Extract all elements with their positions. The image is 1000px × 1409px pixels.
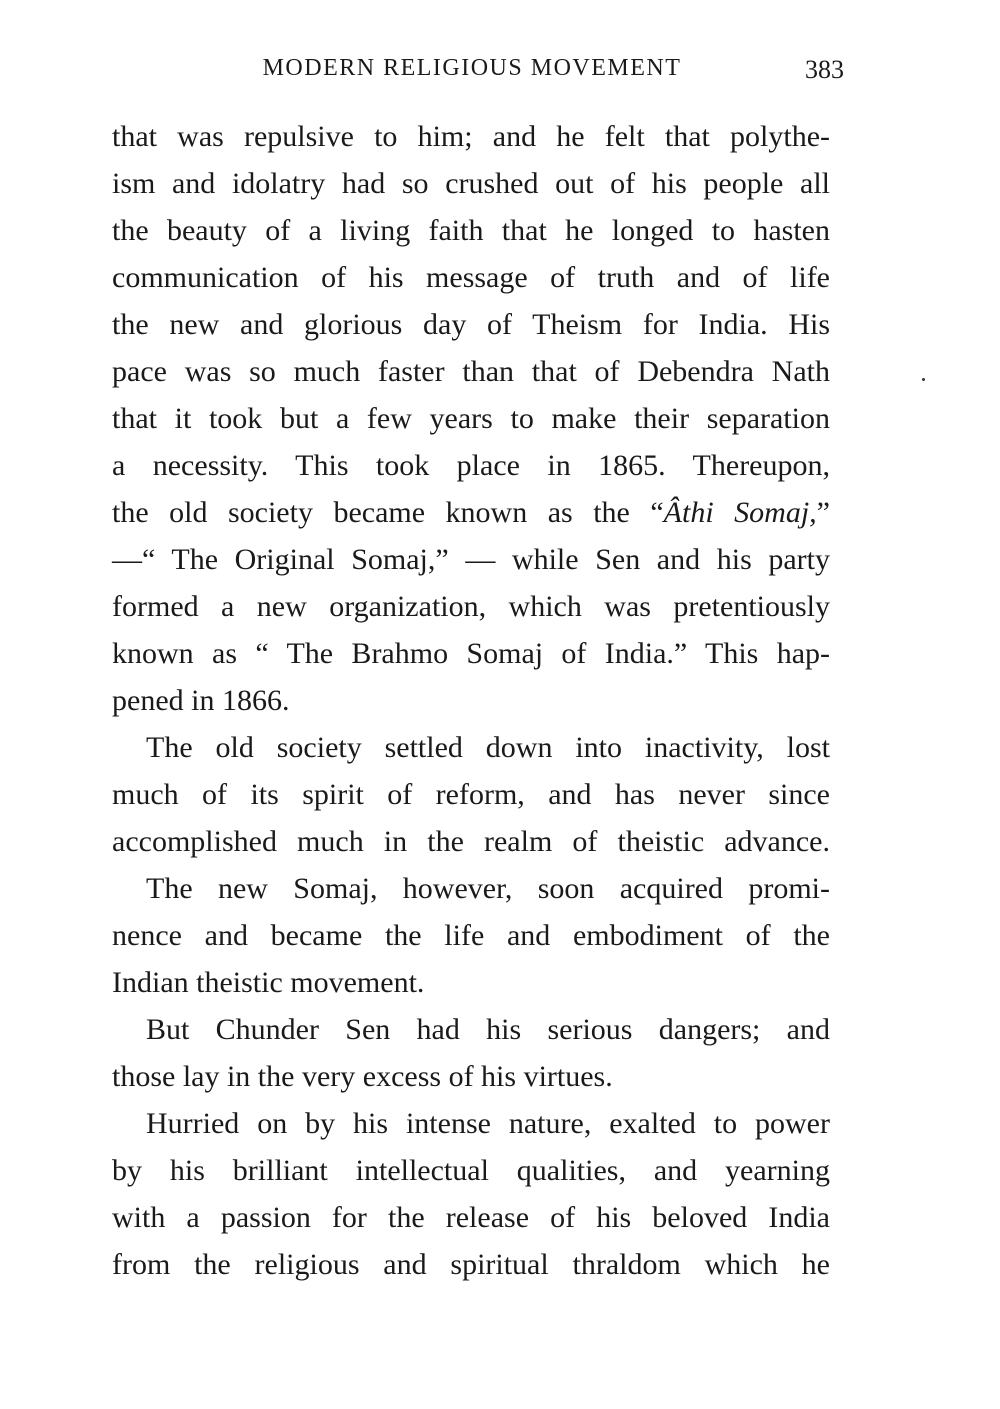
page-header — [112, 50, 844, 90]
text-line: communication of his message of truth and of life — [112, 261, 830, 294]
text-line: But Chunder Sen had his serious dangers; and — [146, 1013, 830, 1046]
text-line: from the religious and spiritual thraldom which he — [112, 1248, 830, 1281]
text-line: known as “ The Brahmo Somaj of India.” This hap- — [112, 637, 830, 670]
page-number: 383 — [805, 55, 844, 84]
text-line: the new and glorious day of Theism for India. His — [112, 308, 830, 341]
body-text — [112, 113, 830, 1288]
text-line: Hurried on by his intense nature, exalted to power — [146, 1107, 830, 1140]
paragraph-2 — [112, 724, 830, 865]
text-line: The old society settled down into inactivity, lost — [146, 731, 830, 764]
close-quote: ” — [816, 496, 830, 529]
text-line: the beauty of a living faith that he longed to hasten — [112, 214, 830, 247]
paragraph-1 — [112, 113, 830, 724]
text-line: pace was so much faster than that of Debendra Nath — [112, 355, 830, 388]
text-line: that was repulsive to him; and he felt that polythe- — [112, 120, 830, 153]
text-line-with-italic — [112, 489, 830, 536]
text-line: formed a new organization, which was pretentiously — [112, 590, 830, 623]
text-line: that it took but a few years to make their separation — [112, 402, 830, 435]
text-line: The new Somaj, however, soon acquired promi- — [146, 872, 830, 905]
paragraph-3 — [112, 865, 830, 1006]
text-segment: the old society became known as the “ — [112, 496, 664, 529]
text-line: a necessity. This took place in 1865. Thereupon, — [112, 449, 830, 482]
text-line: with a passion for the release of his beloved India — [112, 1201, 830, 1234]
stray-ink-dot — [922, 378, 925, 381]
text-line: nence and became the life and embodiment of the — [112, 919, 830, 952]
running-head: MODERN RELIGIOUS MOVEMENT — [262, 55, 682, 81]
text-line: ism and idolatry had so crushed out of his people all — [112, 167, 830, 200]
paragraph-4 — [112, 1006, 830, 1100]
italic-term: Âthi Somaj, — [663, 496, 817, 529]
text-line: by his brilliant intellectual qualities, and yearning — [112, 1154, 830, 1187]
text-line: much of its spirit of reform, and has never since — [112, 778, 830, 811]
paragraph-5 — [112, 1100, 830, 1288]
text-line: pened in 1866. — [112, 684, 290, 717]
text-line: —“ The Original Somaj,” — while Sen and his party — [112, 543, 830, 576]
text-line: accomplished much in the realm of theistic advance. — [112, 825, 830, 858]
text-line: Indian theistic movement. — [112, 966, 425, 999]
text-line: those lay in the very excess of his virtues. — [112, 1060, 613, 1093]
